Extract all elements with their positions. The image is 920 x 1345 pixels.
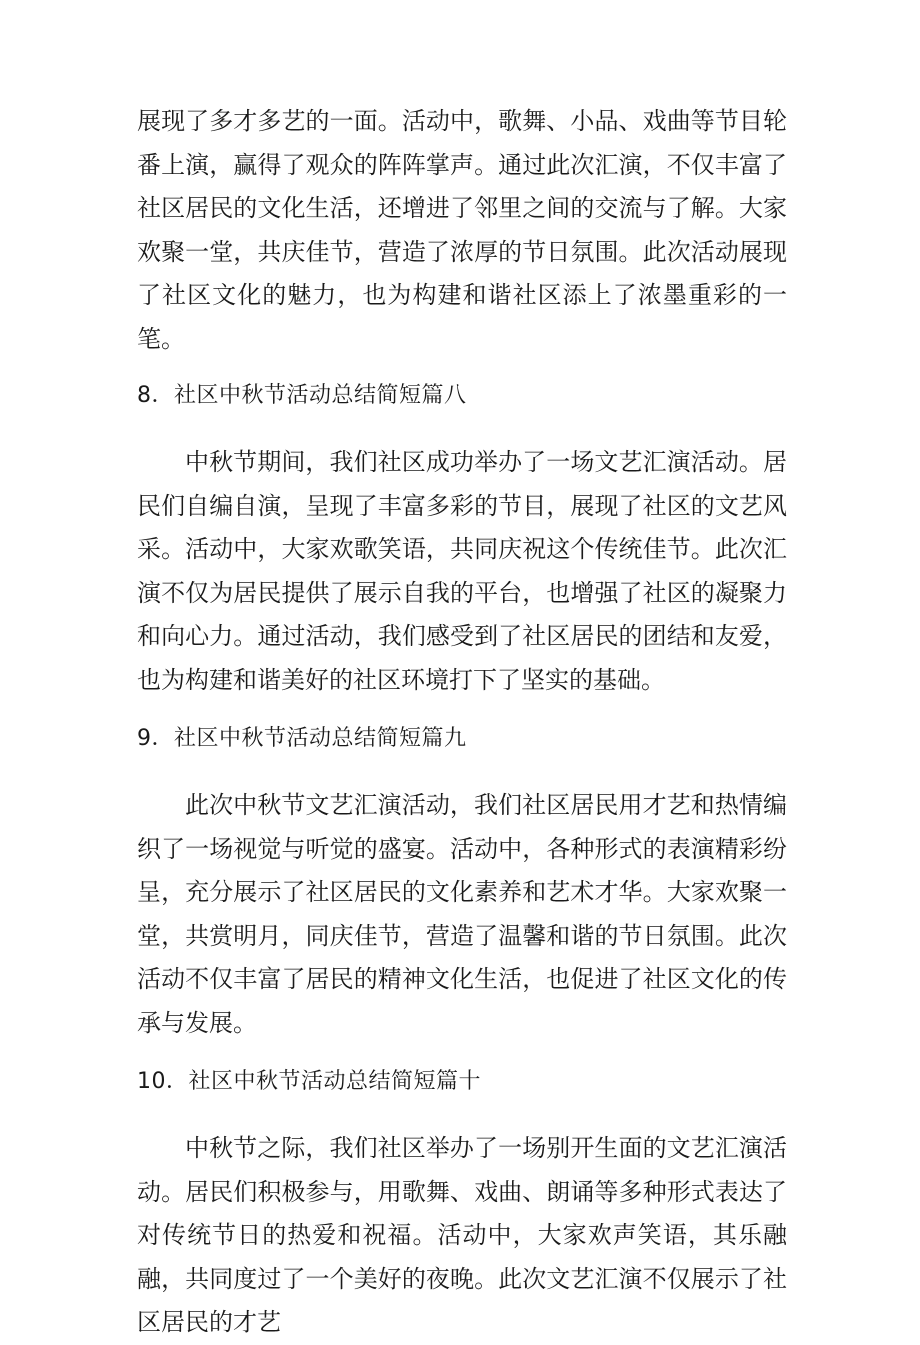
section-heading-9: 9．社区中秋节活动总结简短篇九 xyxy=(137,726,467,751)
section-heading-10: 10．社区中秋节活动总结简短篇十 xyxy=(137,1069,481,1094)
document-page xyxy=(137,100,787,1345)
paragraph-continued: 展现了多才多艺的一面。活动中，歌舞、小品、戏曲等节目轮番上演，赢得了观众的阵阵掌声。通过此次汇演，不仅丰富了社区居民的文化生活，还增进了邻里之间的交流与了解。大家欢聚一堂，共庆佳节，营造了浓厚的节日氛围。此次活动展现了社区文化的魅力，也为构建和谐社区添上了浓墨重彩的一笔。 xyxy=(137,107,787,353)
paragraph-section-8: 中秋节期间，我们社区成功举办了一场文艺汇演活动。居民们自编自演，呈现了丰富多彩的节目，展现了社区的文艺风采。活动中，大家欢歌笑语，共同庆祝这个传统佳节。此次汇演不仅为居民提供了展示自我的平台，也增强了社区的凝聚力和向心力。通过活动，我们感受到了社区居民的团结和友爱，也为构建和谐美好的社区环境打下了坚实的基础。 xyxy=(137,448,787,694)
paragraph-section-10: 中秋节之际，我们社区举办了一场别开生面的文艺汇演活动。居民们积极参与，用歌舞、戏曲、朗诵等多种形式表达了对传统节日的热爱和祝福。活动中，大家欢声笑语，其乐融融，共同度过了一个美好的夜晚。此次文艺汇演不仅展示了社区居民的才艺 xyxy=(137,1134,787,1336)
section-heading-8: 8．社区中秋节活动总结简短篇八 xyxy=(137,383,467,408)
paragraph-section-9: 此次中秋节文艺汇演活动，我们社区居民用才艺和热情编织了一场视觉与听觉的盛宴。活动中，各种形式的表演精彩纷呈，充分展示了社区居民的文化素养和艺术才华。大家欢聚一堂，共赏明月，同庆佳节，营造了温馨和谐的节日氛围。此次活动不仅丰富了居民的精神文化生活，也促进了社区文化的传承与发展。 xyxy=(137,791,787,1037)
